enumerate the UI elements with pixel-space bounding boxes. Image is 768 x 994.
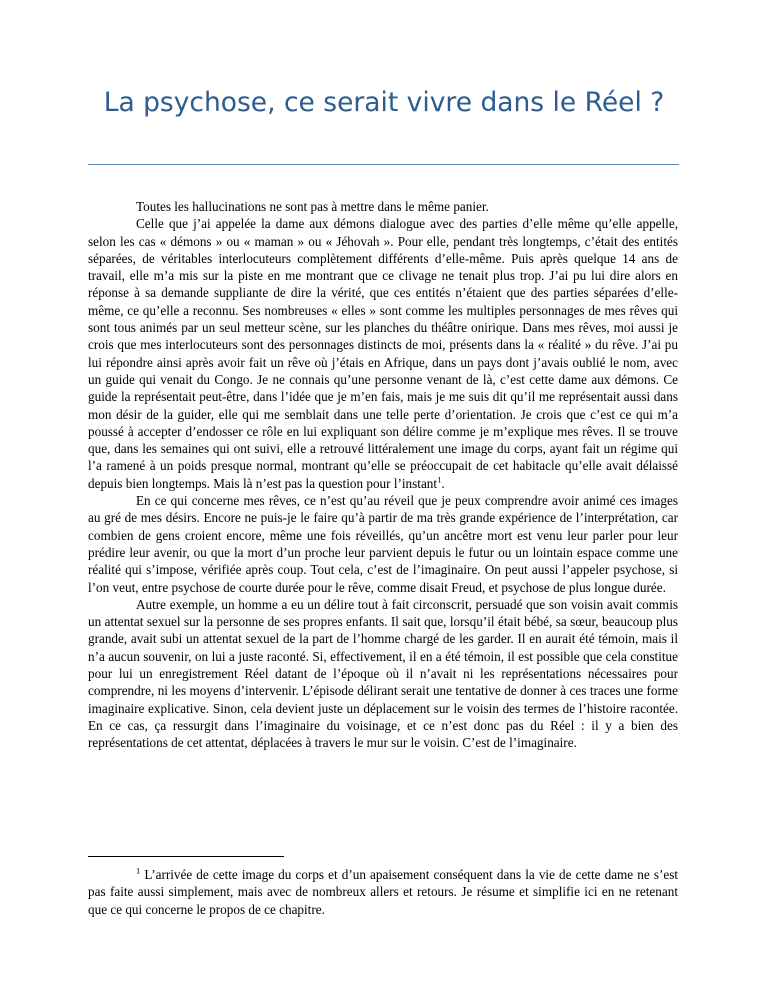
paragraph-4: Autre exemple, un homme a eu un délire tout à fait circonscrit, persuadé que son voisin avait commis un attentat sexuel sur la personne de ses propres enfants. Il sait que, lorsqu’il était bébé, sa sœur, beaucoup plus grande, avait subi un attentat sexuel de la part de l’homme chargé de les garder. Il en aurait été témoin, mais il n’a aucun souvenir, on lui a juste raconté. Si, effectivement, il en a été témoin, il est possible que cela constitue pour lui un enregistrement Réel datant de l’époque où il n’avait ni les représentations nécessaires pour comprendre, ni les moyens d’intervenir. L’épisode délirant serait une tentative de donner à ces traces une forme imaginaire explicative. Sinon, cela devient juste un déplacement sur le voisin des termes de l’histoire racontée. En ce cas, ça ressurgit dans l’imaginaire du voisinage, et ce n’est donc pas du Réel : il y a bien des représentations de cet attentat, déplacées à travers le mur sur le voisin. C’est de l’imaginaire. [88,596,678,751]
footnote-number: 1 [136,865,141,876]
footnote-separator [88,856,284,857]
paragraph-2-text: Celle que j’ai appelée la dame aux démons dialogue avec des parties d’elle même qu’elle appelle, selon les cas « démons » ou « maman » ou « Jéhovah ». Pour elle, pendant très longtemps, c’était des entités séparées, de véritables interlocuteurs complètement différents d’elle-même. Puis après quelque 14 ans de travail, elle m’a mis sur la piste en me montrant que ce clivage ne tenait plus trop. J’ai pu lui dire alors en réponse à sa demande suppliante de dire la vérité, que ces entités n’étaient que des parties séparées d’elle-même, ce qu’elle a reconnu. Ses nombreuses « elles » sont comme les multiples personnages de mes rêves qui sont tous animés par un seul metteur scène, sur les planches du théâtre onirique. Dans mes rêves, moi aussi je crois que mes interlocuteurs sont des personnages distincts de moi, présents dans la « réalité » du rêve. J’ai pu lui répondre ainsi après avoir fait un rêve où j’étais en Afrique, dans un pays dont j’avais oublié le nom, avec un guide qui venait du Congo. Je ne connais qu’une personne venant de là, c’est cette dame aux démons. Ce guide la représentait peut-être, dans l’idée que je m’en fais, mais je me suis dit qu’il me représentait aussi dans mon désir de la guider, elle qui me semblait dans une telle perte d’orientation. Je crois que c’est ce qui m’a poussé à accepter d’endosser ce rôle en lui expliquant son délire comme je m’explique mes rêves. Il se trouve que, dans les semaines qui ont suivi, elle a retrouvé littéralement une image du corps, ayant fait un régime qui l’a ramené à un poids presque normal, montrant qu’elle se préoccupait de cet habitacle qu’elle avait délaissé depuis bien longtemps. Mais là n’est pas la question pour l’instant [88,216,678,491]
paragraph-3: En ce qui concerne mes rêves, ce n’est qu’au réveil que je peux comprendre avoir animé ces images au gré de mes désirs. Encore ne puis-je le faire qu’à partir de ma très grande expérience de l’interprétation, car combien de gens croient encore, même une fois réveillés, qu’un ancêtre mort est venu leur parler pour leur prédire leur avenir, ou que la mort d’un proche leur parvient depuis le futur ou un lointain espace comme une réalité qui s’impose, vérifiée après coup. Tout cela, c’est de l’imaginaire. On peut aussi l’appeler psychose, si l’on veut, entre psychose de courte durée pour le rêve, comme disait Freud, et psychose de plus longue durée. [88,493,678,595]
footnote-text: L’arrivée de cette image du corps et d’un apaisement conséquent dans la vie de cette dame ne s’est pas faite aussi simplement, mais avec de nombreux allers et retours. Je résume et simplifie ici en ne retenant que ce qui concerne le propos de ce chapitre. [88,867,678,917]
page-title: La psychose, ce serait vivre dans le Réel ? [103,87,665,118]
title-underline [88,164,679,165]
paragraph-2 [88,215,678,492]
paragraph-1: Toutes les hallucinations ne sont pas à mettre dans le même panier. [136,199,489,214]
body-text [88,198,678,752]
footnote [88,866,678,918]
footnote-reference[interactable]: 1 [437,474,442,485]
paragraph-2-end: . [441,475,445,491]
